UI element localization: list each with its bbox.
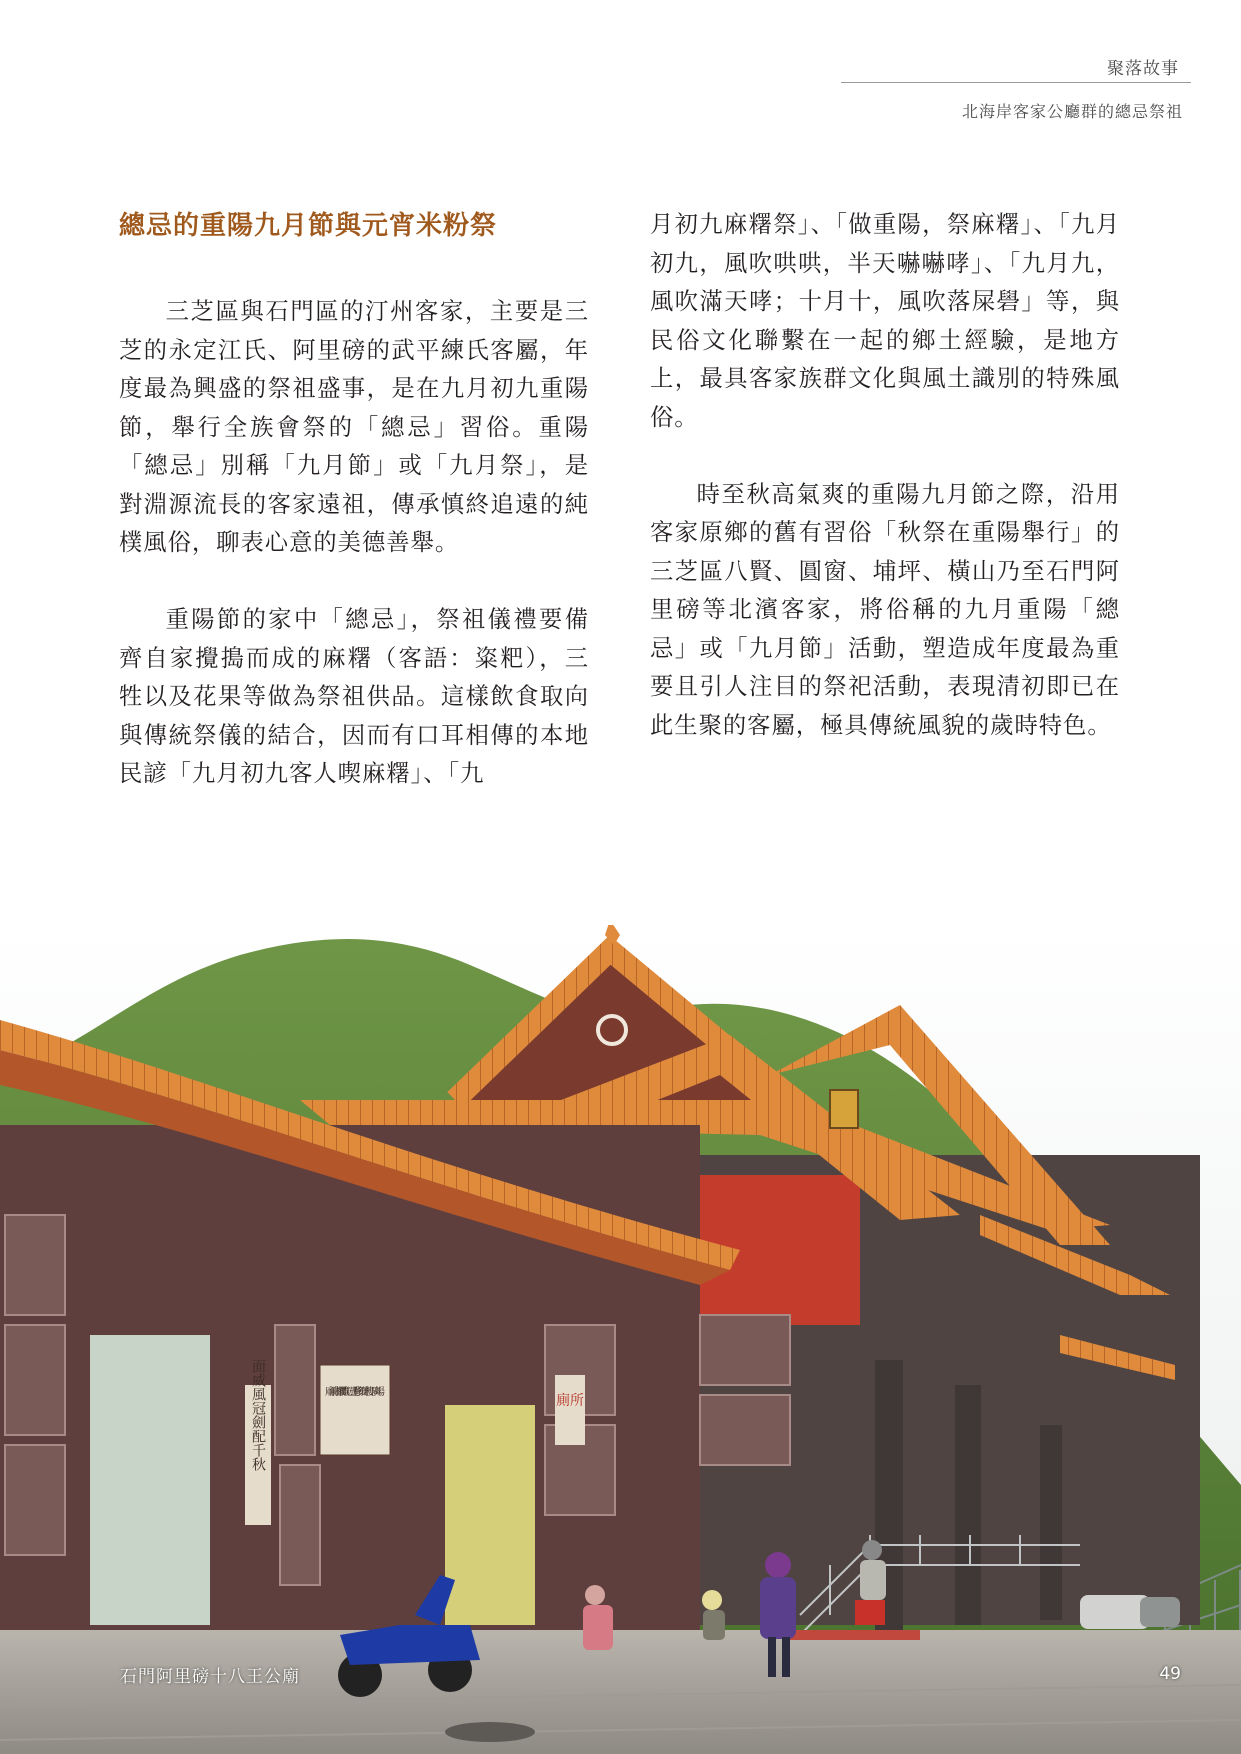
running-head-article-title: 北海岸客家公廳群的總忌祭祖 [961,102,1183,121]
running-head-section: 聚落故事 [1107,59,1179,79]
paragraph-gap [650,437,1120,476]
running-head-rule [841,82,1191,83]
notice-board-text: 廟前商攤攤位已遷移預計樓下廣場 [325,1387,385,1398]
running-head [962,54,1183,122]
restroom-sign-text: 廁所 [556,1393,584,1409]
tiled-doorway [90,1335,210,1625]
photo-caption: 石門阿里磅十八王公廟 [120,1667,300,1687]
paragraph-2-continued: 月初九麻糬祭」、「做重陽，祭麻糬」、「九月初九，風吹哄哄，半天嚇嚇哮」、「九月九，風吹滿天哮；十月十，風吹落屎礐」等，與民俗文化聯繫在一起的鄉土經驗，是地方上，最具客家族群文化與風土識別的特殊風俗。 [650,211,1120,431]
right-column [650,206,1120,745]
temple-photo [0,925,1241,1754]
section-heading: 總忌的重陽九月節與元宵米粉祭 [119,211,498,241]
paragraph-1: 三芝區與石門區的汀州客家，主要是三芝的永定江氏、阿里磅的武平練氏客屬，年度最為興盛的祭祖盛事，是在九月初九重陽節，舉行全族會祭的「總忌」習俗。重陽「總忌」別稱「九月節」或「九月祭」，是對淵源流長的客家遠祖，傳承慎終追遠的純樸風俗，聊表心意的美德善舉。 [119,298,589,556]
notice-board [320,1365,390,1455]
parked-cars [1080,1595,1180,1629]
page-number: 49 [1159,1664,1181,1684]
paragraph-gap [119,563,589,602]
paragraph-2: 重陽節的家中「總忌」，祭祖儀禮要備齊自家攪搗而成的麻糬（客語：粢粑），三牲以及花果等做為祭祖供品。這樣飲食取向與傳統祭儀的結合，因而有口耳相傳的本地民諺「九月初九客人喫麻糬」、「九 [119,606,589,787]
restroom-doorway [445,1405,535,1625]
paragraph-3: 時至秋高氣爽的重陽九月節之際，沿用客家原鄉的舊有習俗「秋祭在重陽舉行」的三芝區八賢、圓窗、埔坪、橫山乃至石門阿里磅等北濱客家，將俗稱的九月重陽「總忌」或「九月節」活動，塑造成年度最為重要且引人注目的祭祀活動，表現清初即已在此生聚的客屬，極具傳統風貌的歲時特色。 [650,480,1120,739]
plaza-ground [0,1630,1241,1754]
left-couplet-text: 面威風冠劍配千秋 [250,1359,266,1471]
restroom-sign [555,1375,585,1445]
drain-cover [445,1722,535,1742]
left-column [119,206,589,794]
